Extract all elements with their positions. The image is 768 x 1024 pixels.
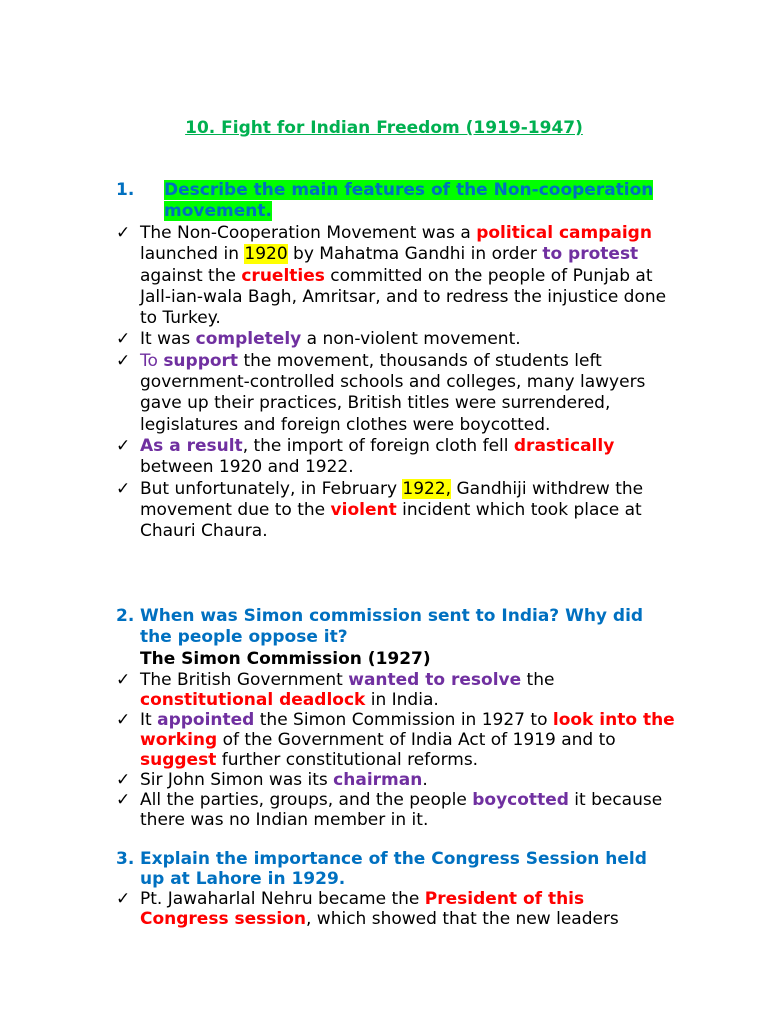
checkmark-icon: ✓	[116, 329, 131, 350]
chapter-title: 10. Fight for Indian Freedom (1919-1947)	[185, 118, 583, 138]
checkmark-icon: ✓	[116, 435, 131, 456]
question-text: Describe the main features of the Non-cooperation movement.	[164, 180, 654, 221]
red-highlight-text: cruelties	[241, 265, 325, 286]
list-item: ✓ All the parties, groups, and the people boycotted it because there was no Indian member in it.	[116, 790, 663, 830]
list-item: ✓ It was completely a non-violent movement.	[116, 329, 521, 350]
checkmark-icon: ✓	[116, 889, 131, 909]
checkmark-icon: ✓	[116, 790, 131, 810]
question-2	[116, 606, 676, 648]
red-highlight-text: violent	[330, 499, 397, 520]
question-3	[116, 849, 676, 889]
list-item: ✓ The Non-Cooperation Movement was a political campaign launched in 1920 by Mahatma Gandhi in order to protest against the cruelties committed on the people of Punjab at Jall-ian-wala Bagh, Amritsar, and to redress the injustice done to Turkey.	[116, 223, 667, 329]
checkmark-icon: ✓	[116, 710, 131, 730]
purple-emphasis-text: boycotted	[472, 790, 569, 810]
purple-emphasis-text: to protest	[542, 244, 639, 265]
red-highlight-text: political campaign	[476, 223, 652, 243]
list-item: ✓ It appointed the Simon Commission in 1927 to look into the working of the Government of India Act of 1919 and to suggest further constitutional reforms.	[116, 710, 675, 770]
list-item: ✓ The British Government wanted to resolve the constitutional deadlock in India.	[116, 670, 555, 710]
answer-list-1	[116, 223, 676, 542]
answer-list-3	[116, 889, 676, 929]
purple-emphasis-text: chairman	[333, 770, 423, 790]
checkmark-icon: ✓	[116, 670, 131, 690]
yellow-highlight-text: 1922,	[402, 478, 452, 499]
list-item: ✓ As a result, the import of foreign cloth fell drastically between 1920 and 1922.	[116, 435, 615, 478]
purple-emphasis-text: completely	[195, 329, 302, 350]
question-1	[116, 180, 676, 222]
checkmark-icon: ✓	[116, 223, 131, 243]
purple-emphasis-text: wanted to resolve	[348, 670, 522, 690]
question-text: Explain the importance of the Congress Session held up at Lahore in 1929.	[140, 849, 647, 889]
list-item: ✓ Pt. Jawaharlal Nehru became the President of this Congress session, which showed that the new leaders	[116, 889, 619, 929]
yellow-highlight-text: 1920	[244, 244, 288, 265]
question-number: 1.	[116, 180, 135, 200]
red-highlight-text: suggest	[140, 750, 217, 770]
list-item: ✓ Sir John Simon was its chairman.	[116, 770, 428, 790]
checkmark-icon: ✓	[116, 350, 131, 371]
question-number: 3.	[116, 849, 135, 869]
question-number: 2.	[116, 606, 135, 626]
purple-emphasis-text: appointed	[157, 710, 255, 730]
red-highlight-text: President of this Congress session	[140, 889, 585, 929]
red-highlight-text: constitutional deadlock	[140, 690, 366, 710]
checkmark-icon: ✓	[116, 770, 131, 790]
red-highlight-text: look into the working	[140, 710, 675, 750]
section-subheading: The Simon Commission (1927)	[140, 649, 431, 669]
answer-list-2	[116, 670, 676, 830]
list-item: ✓ To support the movement, thousands of students left government-controlled schools and colleges, many lawyers gave up their practices, British titles were surrendered, legislatures and foreign clothes were boycotted.	[116, 350, 646, 435]
red-highlight-text: drastically	[513, 435, 615, 456]
checkmark-icon: ✓	[116, 478, 131, 499]
purple-emphasis-text: support	[163, 350, 239, 371]
purple-emphasis-text: As a result	[140, 435, 243, 456]
question-text: When was Simon commission sent to India? Why did the people oppose it?	[140, 606, 644, 647]
list-item: ✓ But unfortunately, in February 1922, Gandhiji withdrew the movement due to the violent incident which took place at Chauri Chaura.	[116, 478, 644, 542]
